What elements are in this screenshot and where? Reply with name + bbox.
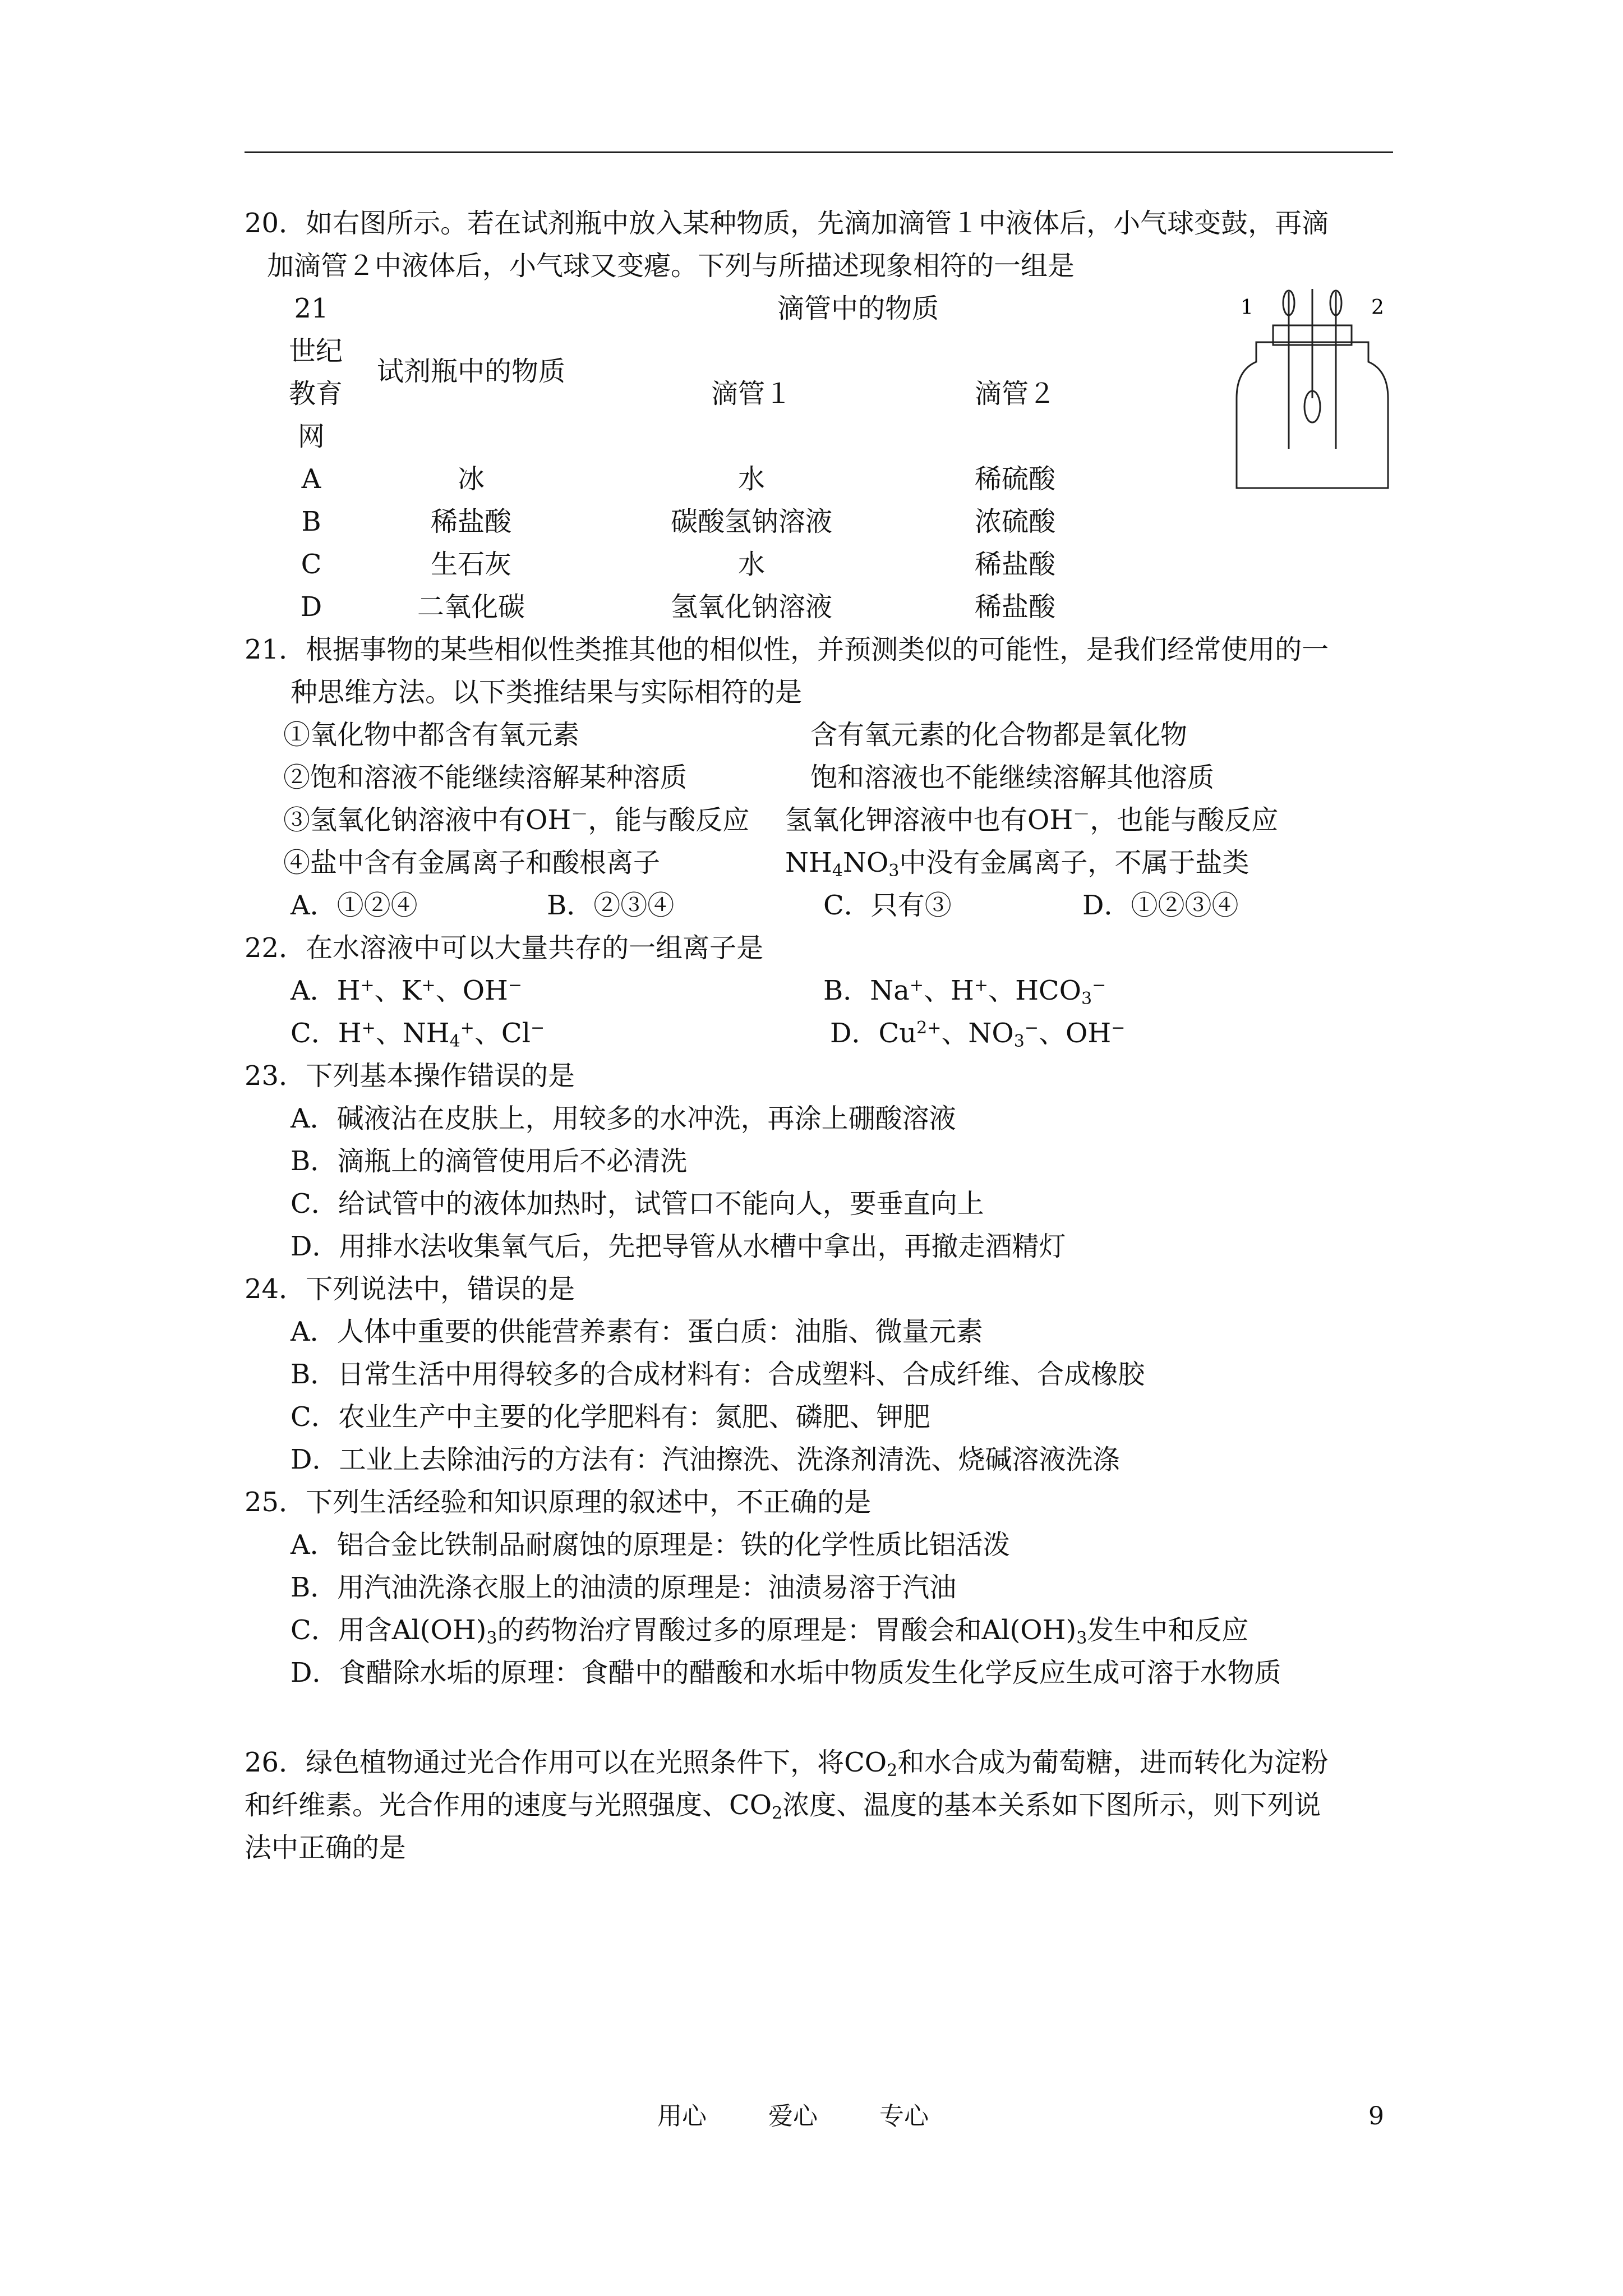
row-option: D <box>300 591 322 623</box>
q26-line-2: 和纤维素。光合作用的速度与光照强度、$CO_2$浓度、温度的基本关系如下图所示，则下列说 <box>245 1789 1321 1823</box>
q24-option-a: A．人体中重要的供能营养素有：蛋白质：油脂、微量元素 <box>291 1316 983 1347</box>
q21-choice-d: D．①②③④ <box>1082 890 1239 921</box>
q21-item-2-premise: ②饱和溶液不能继续溶解某种溶质 <box>283 762 688 793</box>
q21-item-1-inference: 含有氧元素的化合物都是氧化物 <box>810 719 1188 751</box>
row-dropper-1: 碳酸氢钠溶液 <box>670 506 832 537</box>
dropper-2-label: 2 <box>1371 296 1384 319</box>
dropper-1-label: 1 <box>1241 296 1253 319</box>
q21-line-2: 种思维方法。以下类推结果与实际相符的是 <box>291 677 803 708</box>
watermark-line: 教育 <box>289 378 343 409</box>
row-dropper-2: 稀硫酸 <box>974 463 1055 495</box>
q21-item-3-inference: 氢氧化钾溶液中也有OH－，也能与酸反应 <box>785 804 1279 836</box>
q22-option-d: D．$Cu^{2+}$、$NO_3^-$、OH− <box>830 1018 1126 1051</box>
footer-motto-2: 爱心 <box>768 2102 818 2131</box>
row-option: B <box>301 506 321 537</box>
header-rule <box>245 151 1393 153</box>
q22-stem: 22．在水溶液中可以大量共存的一组离子是 <box>245 932 764 964</box>
q20-line-1: 20．如右图所示。若在试剂瓶中放入某种物质，先滴加滴管１中液体后，小气球变鼓，再滴 <box>245 208 1329 239</box>
row-dropper-2: 浓硫酸 <box>974 506 1055 537</box>
row-dropper-1: 氢氧化钠溶液 <box>670 591 832 623</box>
q26-line-1: 26．绿色植物通过光合作用可以在光照条件下，将$CO_2$和水合成为葡萄糖，进而转化为淀粉 <box>245 1747 1329 1780</box>
q25-option-d: D．食醋除水垢的原理：食醋中的醋酸和水垢中物质发生化学反应生成可溶于水物质 <box>291 1657 1281 1688</box>
row-bottle: 二氧化碳 <box>417 591 525 623</box>
q24-option-c: C．农业生产中主要的化学肥料有：氮肥、磷肥、钾肥 <box>291 1401 930 1433</box>
q21-choice-c: C．只有③ <box>823 890 952 921</box>
row-bottle: 冰 <box>457 463 485 495</box>
row-dropper-1: 水 <box>737 549 765 580</box>
row-bottle: 生石灰 <box>430 549 511 580</box>
watermark-line: 网 <box>297 421 325 452</box>
q21-choice-b: B．②③④ <box>547 890 675 921</box>
q23-option-b: B．滴瓶上的滴管使用后不必清洗 <box>291 1145 688 1177</box>
row-dropper-2: 稀盐酸 <box>974 549 1055 580</box>
q24-option-b: B．日常生活中用得较多的合成材料有：合成塑料、合成纤维、合成橡胶 <box>291 1359 1145 1390</box>
q25-option-c: C．用含$Al(OH)_3$的药物治疗胃酸过多的原理是：胃酸会和$Al(OH)_3$发生中和反应 <box>291 1614 1249 1648</box>
watermark-line: 21 <box>294 293 329 324</box>
q21-item-4-inference: $NH_4NO_3$中没有金属离子，不属于盐类 <box>785 847 1249 881</box>
q23-stem: 23．下列基本操作错误的是 <box>245 1060 575 1092</box>
q25-option-a: A．铝合金比铁制品耐腐蚀的原理是：铁的化学性质比铝活泼 <box>291 1529 1010 1561</box>
page-number: 9 <box>1368 2102 1384 2131</box>
footer-motto-1: 用心 <box>657 2102 707 2131</box>
q21-item-1-premise: ①氧化物中都含有氧元素 <box>283 719 580 751</box>
header-bottle: 试剂瓶中的物质 <box>376 356 565 387</box>
q21-item-2-inference: 饱和溶液也不能继续溶解其他溶质 <box>810 762 1215 793</box>
reagent-bottle-figure <box>1223 280 1402 499</box>
header-dropper: 滴管中的物质 <box>777 293 939 324</box>
q21-choice-a: A．①②④ <box>291 890 418 921</box>
q24-option-d: D．工业上去除油污的方法有：汽油擦洗、洗涤剂清洗、烧碱溶液洗涤 <box>291 1444 1120 1475</box>
q21-line-1: 21．根据事物的某些相似性类推其他的相似性，并预测类似的可能性，是我们经常使用的一 <box>245 634 1329 665</box>
q22-option-b: B．Na+、H+、$HCO_3^-$ <box>823 975 1106 1009</box>
q24-stem: 24．下列说法中，错误的是 <box>245 1273 575 1305</box>
row-bottle: 稀盐酸 <box>430 506 511 537</box>
q25-option-b: B．用汽油洗涤衣服上的油渍的原理是：油渍易溶于汽油 <box>291 1572 957 1603</box>
footer-motto-3: 专心 <box>879 2102 929 2131</box>
row-dropper-2: 稀盐酸 <box>974 591 1055 623</box>
header-dropper-1: 滴管１ <box>711 378 792 409</box>
q21-item-4-premise: ④盐中含有金属离子和酸根离子 <box>283 847 661 878</box>
q20-line-2: 加滴管２中液体后，小气球又变瘪。下列与所描述现象相符的一组是 <box>267 250 1075 282</box>
q22-option-a: A．H+、K+、OH− <box>291 975 523 1006</box>
q26-line-3: 法中正确的是 <box>245 1832 407 1864</box>
q23-option-d: D．用排水法收集氧气后，先把导管从水槽中拿出，再撤走酒精灯 <box>291 1231 1066 1262</box>
row-option: A <box>301 463 321 495</box>
header-dropper-2: 滴管２ <box>974 378 1055 409</box>
row-dropper-1: 水 <box>737 463 765 495</box>
q23-option-c: C．给试管中的液体加热时，试管口不能向人，要垂直向上 <box>291 1188 984 1220</box>
q22-option-c: C．H+、$NH_4^+$、Cl− <box>291 1018 545 1051</box>
q23-option-a: A．碱液沾在皮肤上，用较多的水冲洗，再涂上硼酸溶液 <box>291 1103 956 1134</box>
q25-stem: 25．下列生活经验和知识原理的叙述中，不正确的是 <box>245 1487 872 1518</box>
row-option: C <box>301 549 322 580</box>
q21-item-3-premise: ③氢氧化钠溶液中有OH－，能与酸反应 <box>283 804 750 836</box>
watermark-line: 世纪 <box>289 335 343 367</box>
